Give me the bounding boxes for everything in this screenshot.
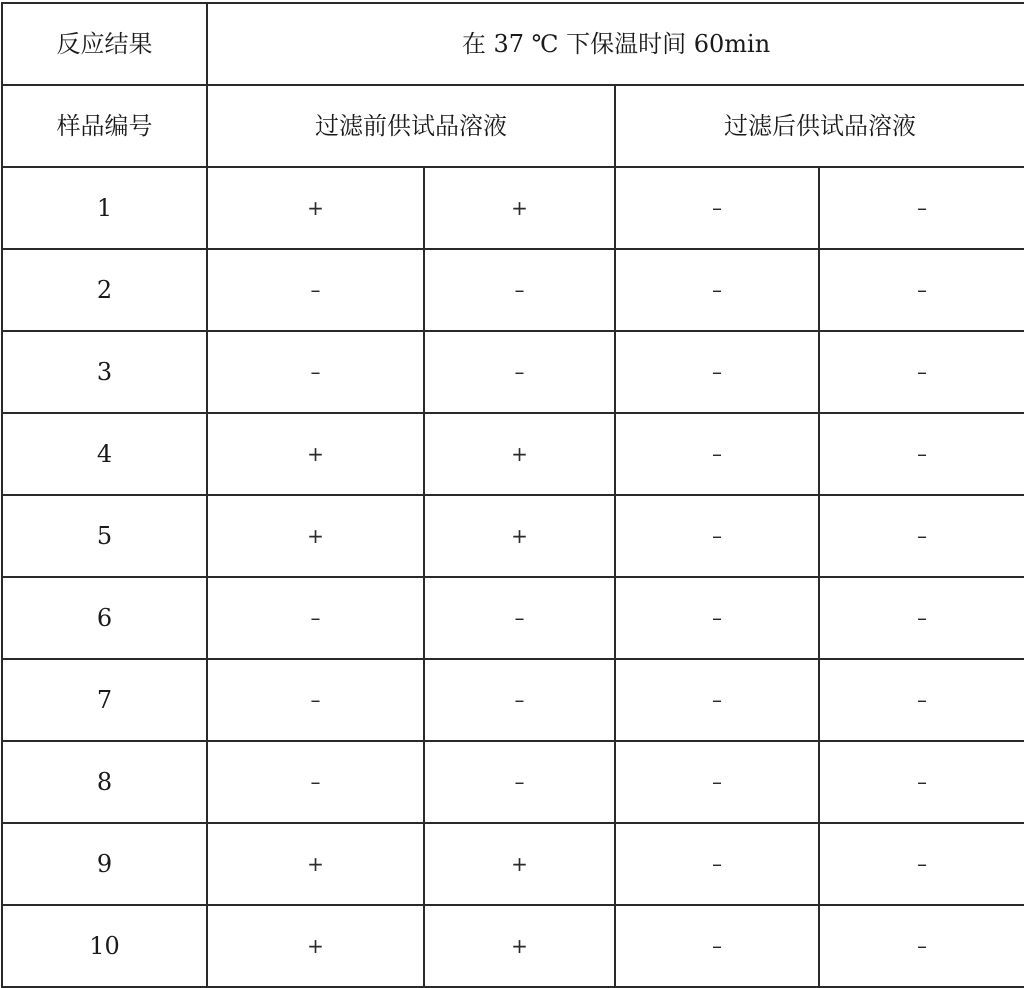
result-cell: – — [207, 577, 424, 659]
result-cell: – — [819, 577, 1024, 659]
header-before-filtration: 过滤前供试品溶液 — [207, 85, 615, 167]
result-cell: – — [424, 577, 615, 659]
sample-id-cell: 7 — [2, 659, 207, 741]
table-row — [2, 331, 1024, 413]
result-cell: – — [424, 331, 615, 413]
sample-id-cell: 5 — [2, 495, 207, 577]
result-cell: + — [207, 905, 424, 987]
result-cell: + — [424, 495, 615, 577]
header-reaction-result: 反应结果 — [2, 3, 207, 85]
result-cell: – — [819, 331, 1024, 413]
sample-id-cell: 10 — [2, 905, 207, 987]
sample-id-cell: 9 — [2, 823, 207, 905]
result-cell: – — [615, 249, 819, 331]
result-cell: – — [615, 905, 819, 987]
result-cell: – — [819, 495, 1024, 577]
result-cell: – — [207, 741, 424, 823]
results-table — [1, 2, 1024, 988]
result-cell: – — [424, 659, 615, 741]
result-cell: + — [424, 167, 615, 249]
table-row — [2, 249, 1024, 331]
header-row-main — [2, 3, 1024, 85]
result-cell: – — [615, 331, 819, 413]
table-row — [2, 741, 1024, 823]
result-cell: + — [207, 823, 424, 905]
result-cell: – — [819, 249, 1024, 331]
result-cell: – — [819, 741, 1024, 823]
result-cell: – — [615, 577, 819, 659]
header-row-groups — [2, 85, 1024, 167]
result-cell: – — [424, 741, 615, 823]
header-after-filtration: 过滤后供试品溶液 — [615, 85, 1024, 167]
sample-id-cell: 3 — [2, 331, 207, 413]
result-cell: + — [424, 823, 615, 905]
result-cell: + — [424, 413, 615, 495]
table-row — [2, 905, 1024, 987]
result-cell: – — [615, 741, 819, 823]
result-cell: – — [424, 249, 615, 331]
result-cell: – — [819, 413, 1024, 495]
result-cell: – — [615, 823, 819, 905]
result-cell: – — [819, 167, 1024, 249]
result-cell: – — [615, 167, 819, 249]
table-row — [2, 659, 1024, 741]
sample-id-cell: 2 — [2, 249, 207, 331]
sample-id-cell: 6 — [2, 577, 207, 659]
result-cell: + — [424, 905, 615, 987]
result-cell: – — [207, 249, 424, 331]
sample-id-cell: 8 — [2, 741, 207, 823]
result-cell: – — [207, 331, 424, 413]
result-cell: – — [207, 659, 424, 741]
result-cell: – — [615, 495, 819, 577]
sample-id-cell: 4 — [2, 413, 207, 495]
result-cell: + — [207, 413, 424, 495]
table-row — [2, 577, 1024, 659]
table-row — [2, 167, 1024, 249]
header-sample-number: 样品编号 — [2, 85, 207, 167]
sample-id-cell: 1 — [2, 167, 207, 249]
result-cell: – — [615, 413, 819, 495]
result-cell: – — [819, 823, 1024, 905]
result-cell: + — [207, 495, 424, 577]
result-cell: – — [819, 659, 1024, 741]
header-incubation-condition: 在 37 ℃ 下保温时间 60min — [207, 3, 1024, 85]
table-row — [2, 495, 1024, 577]
table-row — [2, 413, 1024, 495]
result-cell: – — [819, 905, 1024, 987]
result-cell: + — [207, 167, 424, 249]
table-row — [2, 823, 1024, 905]
result-cell: – — [615, 659, 819, 741]
